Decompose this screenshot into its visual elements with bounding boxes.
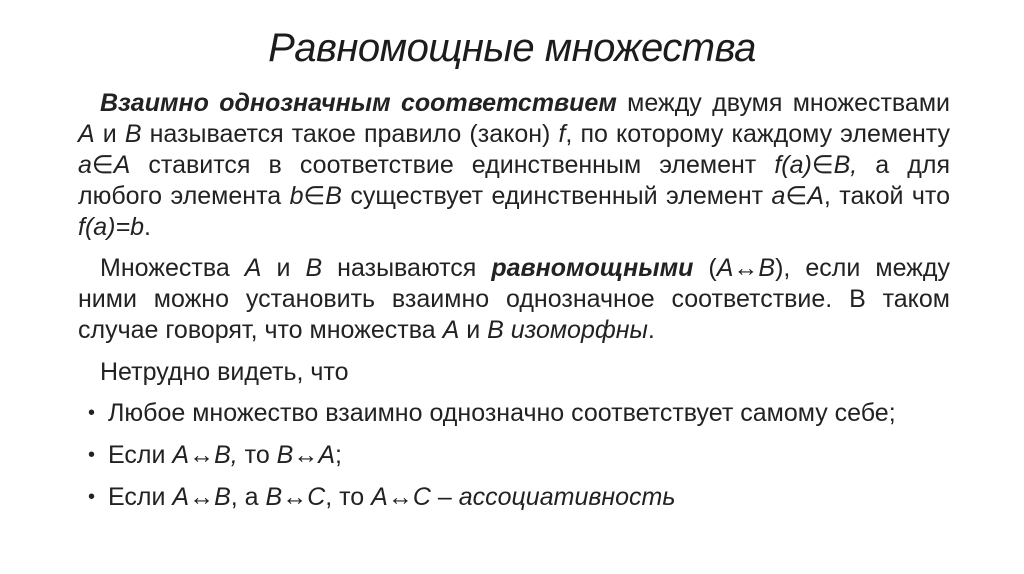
- math-text: f(a)=b: [78, 213, 145, 241]
- math-text: f: [558, 120, 566, 148]
- text-run: между двумя множествами: [616, 89, 950, 117]
- text-run: и: [94, 120, 125, 148]
- list-item-text: [108, 483, 676, 511]
- equipotent-paragraph: [78, 253, 950, 346]
- list-item-text: [108, 399, 896, 427]
- list-item-text: [108, 441, 342, 469]
- definition-paragraph: [78, 88, 950, 243]
- math-text: B↔A: [276, 441, 336, 469]
- text-run: Если: [108, 483, 173, 511]
- math-text: B: [124, 120, 142, 148]
- text-run: , а: [230, 483, 266, 511]
- text-run: .: [647, 316, 655, 344]
- math-text: f(a)∈B,: [774, 151, 858, 179]
- text-run: существует единственный элемент: [341, 182, 772, 210]
- math-text: b∈B: [289, 182, 342, 210]
- list-item: [78, 482, 950, 513]
- emphasized-term: Взаимно однозначным соответствием: [100, 89, 617, 117]
- bullet-icon: •: [88, 402, 96, 424]
- text-run: , по которому каждому элементу: [565, 120, 950, 148]
- text-run: Множества: [100, 254, 245, 282]
- text-run: ), если между ними можно установить взаимно однозначное соответствие. В таком случае говорят, что множества: [78, 254, 950, 344]
- math-text: изоморфны: [510, 316, 648, 344]
- text-run: .: [144, 213, 151, 241]
- math-text: B: [487, 316, 504, 344]
- text-run: то: [237, 441, 277, 469]
- math-text: ассоциативность: [458, 483, 676, 511]
- math-text: a∈A: [771, 182, 824, 210]
- text-run: , такой что: [823, 182, 951, 210]
- text-run: (: [693, 254, 717, 282]
- text-run: , то: [325, 483, 372, 511]
- math-text: A↔B: [716, 254, 776, 282]
- text-run: –: [430, 483, 459, 511]
- bullet-icon: •: [88, 444, 96, 466]
- text-run: ставится в соответствие единственным элемент: [130, 151, 775, 179]
- text-run: и: [261, 254, 306, 282]
- slide-body: [78, 88, 950, 513]
- list-item: [78, 440, 950, 471]
- text-run: а для любого элемента: [78, 151, 950, 210]
- math-text: B↔C: [265, 483, 326, 511]
- lead-text: Нетрудно видеть, что: [100, 358, 349, 386]
- math-text: A: [442, 316, 460, 344]
- list-item: [78, 398, 950, 429]
- math-text: B: [305, 254, 323, 282]
- math-text: a∈A: [78, 151, 131, 179]
- math-text: A: [244, 254, 262, 282]
- bullet-icon: •: [88, 486, 96, 508]
- text-run: [504, 316, 511, 344]
- properties-list: [78, 398, 950, 513]
- text-run: ;: [335, 441, 342, 469]
- text-run: называется такое правило (закон): [141, 120, 559, 148]
- math-text: A↔B,: [172, 441, 238, 469]
- math-text: A↔C: [371, 483, 431, 511]
- text-run: Если: [108, 441, 173, 469]
- slide-title: Равномощные множества: [268, 26, 756, 70]
- emphasized-term: равномощными: [491, 254, 694, 282]
- text-run: и: [459, 316, 488, 344]
- text-run: Любое множество взаимно однозначно соответствует самому себе;: [108, 399, 896, 427]
- math-text: A: [78, 120, 95, 148]
- math-text: A↔B: [172, 483, 231, 511]
- text-run: называются: [322, 254, 492, 282]
